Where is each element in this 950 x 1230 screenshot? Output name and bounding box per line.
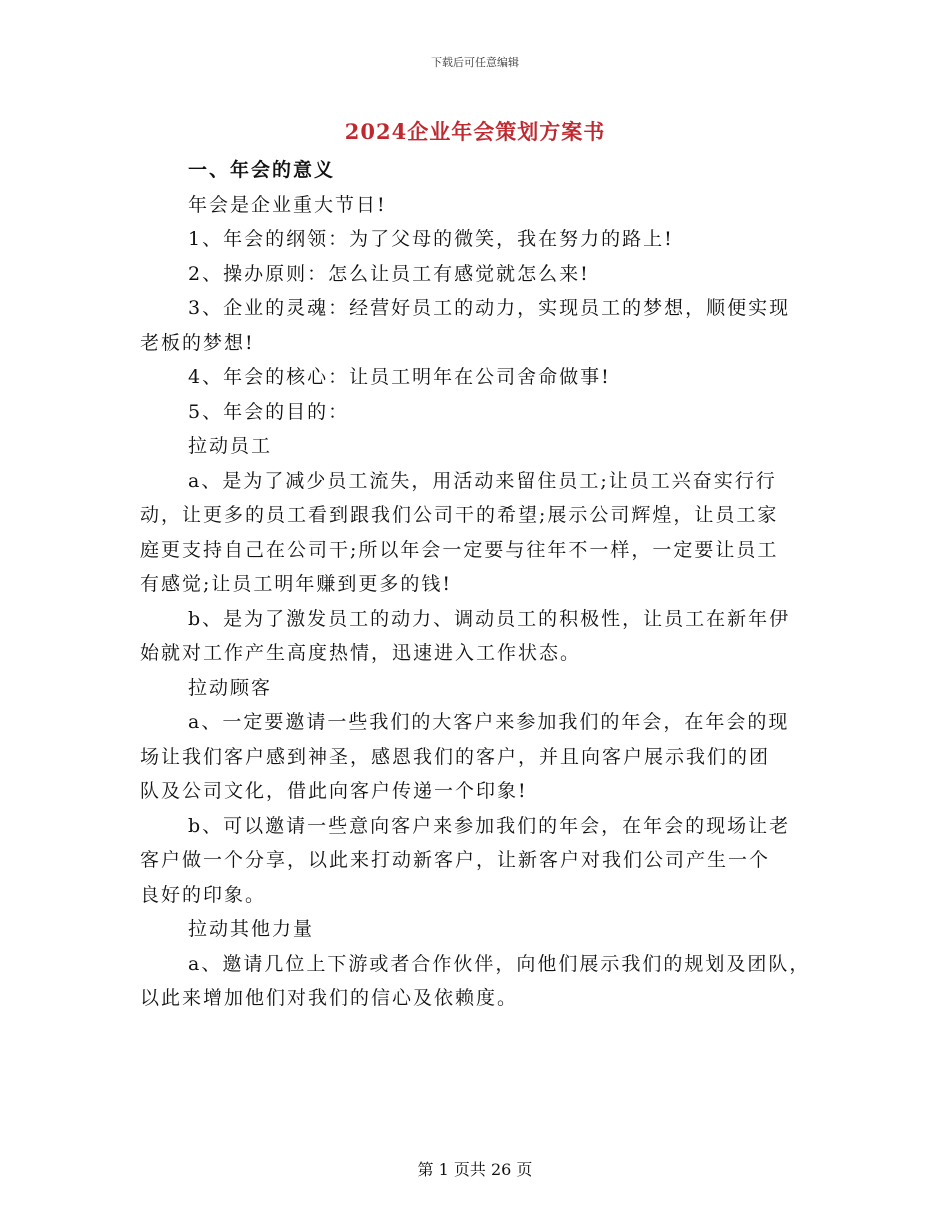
paragraph-line: 4、年会的核心：让员工明年在公司舍命做事! [188,366,611,388]
section-heading: 一、年会的意义 [188,159,336,181]
header-note: 下载后可任意编辑 [431,56,519,69]
paragraph-line: 2、操办原则：怎么让员工有感觉就怎么来! [188,262,590,285]
paragraph-line: 场让我们客户感到神圣，感恩我们的客户，并且向客户展示我们的团 [140,745,771,768]
paragraph-line: 1、年会的纲领：为了父母的微笑，我在努力的路上! [188,228,674,250]
paragraph-line: 始就对工作产生高度热情，迅速进入工作状态。 [140,642,582,664]
document-title: 2024企业年会策划方案书 [344,119,606,144]
paragraph-line: b、可以邀请一些意向客户来参加我们的年会，在年会的现场让老 [188,814,791,837]
paragraph-line: 动，让更多的员工看到跟我们公司干的希望;展示公司辉煌，让员工家 [140,504,779,526]
paragraph-line: a、是为了减少员工流失，用活动来留住员工;让员工兴奋实行行 [188,469,777,492]
paragraph-line: 良好的印象。 [140,883,267,906]
paragraph-line: 客户做一个分享，以此来打动新客户，让新客户对我们公司产生一个 [140,849,771,871]
paragraph-line: 有感觉;让员工明年赚到更多的钱! [140,573,453,595]
paragraph-line: 老板的梦想! [140,331,255,354]
paragraph-line: 3、企业的灵魂：经营好员工的动力，实现员工的梦想，顺便实现 [188,297,791,319]
paragraph-line: a、邀请几位上下游或者合作伙伴，向他们展示我们的规划及团队， [188,952,811,975]
document-body [140,153,810,1016]
subheading-line: 拉动员工 [188,435,273,457]
paragraph-line: 庭更支持自己在公司干;所以年会一定要与往年不一样，一定要让员工 [140,538,779,561]
paragraph-line: 队及公司文化，借此向客户传递一个印象! [140,780,528,802]
paragraph-line: 以此来增加他们对我们的信心及依赖度。 [140,987,519,1009]
subheading-line: 拉动顾客 [188,676,273,699]
paragraph-line: a、一定要邀请一些我们的大客户来参加我们的年会，在年会的现 [188,711,790,733]
paragraph-line: 5、年会的目的： [188,400,350,423]
paragraph-line: 年会是企业重大节日! [188,193,387,216]
page-footer: 第 1 页共 26 页 [417,1160,533,1179]
subheading-line: 拉动其他力量 [188,918,315,940]
paragraph-line: b、是为了激发员工的动力、调动员工的积极性，让员工在新年伊 [188,607,791,630]
